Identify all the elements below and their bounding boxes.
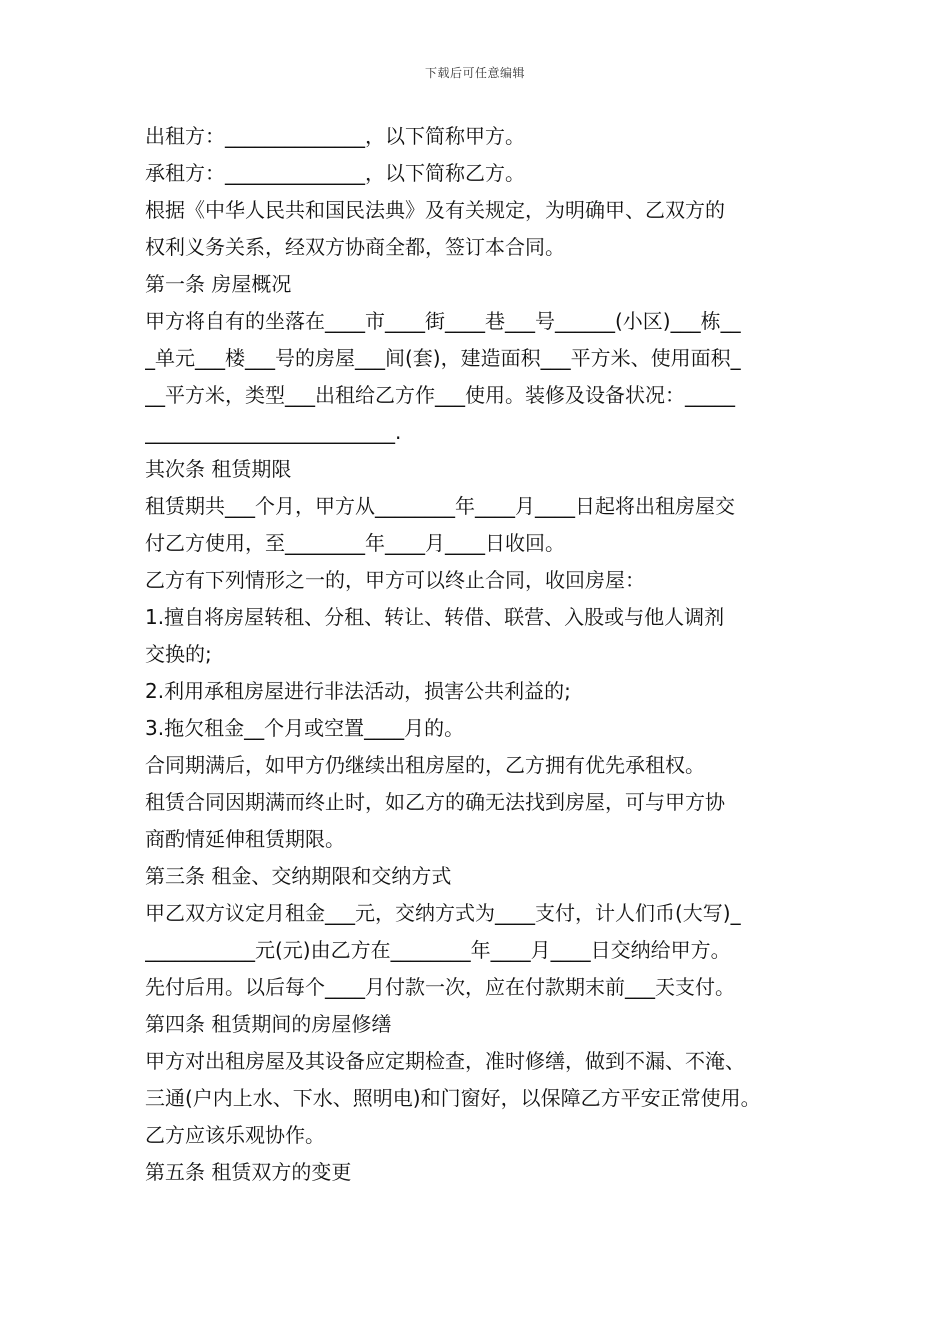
section-heading: 第一条 房屋概况	[145, 272, 292, 296]
document-body	[145, 118, 815, 1191]
text-line: 合同期满后，如甲方仍继续出租房屋的，乙方拥有优先承租权。	[145, 753, 705, 777]
text-line: 根据《中华人民共和国民法典》及有关规定，为明确甲、乙双方的	[145, 198, 725, 222]
text-line: 1.擅自将房屋转租、分租、转让、转借、联营、入股或与他人调剂	[145, 605, 725, 629]
section-heading: 其次条 租赁期限	[145, 457, 292, 481]
text-line: 甲方将自有的坐落在____市____街____巷___号______(小区)___栋__	[145, 309, 741, 333]
text-line: 权利义务关系，经双方协商全都，签订本合同。	[145, 235, 565, 259]
section-heading: 第五条 租赁双方的变更	[145, 1160, 352, 1184]
text-line: 先付后用。以后每个____月付款一次，应在付款期末前___天支付。	[145, 975, 735, 999]
text-line: 付乙方使用，至________年____月____日收回。	[145, 531, 565, 555]
text-line: 乙方有下列情形之一的，甲方可以终止合同，收回房屋：	[145, 568, 645, 592]
text-line: __平方米，类型___出租给乙方作___使用。装修及设备状况：_____	[145, 383, 735, 407]
text-line: 三通(户内上水、下水、照明电)和门窗好，以保障乙方平安正常使用。	[145, 1086, 761, 1110]
text-line: 2.利用承租房屋进行非法活动，损害公共利益的;	[145, 679, 571, 703]
text-line: 甲方对出租房屋及其设备应定期检查，准时修缮，做到不漏、不淹、	[145, 1049, 745, 1073]
text-line: 甲乙双方议定月租金___元，交纳方式为____支付，计人们币(大写)_	[145, 901, 741, 925]
text-line: 租赁期共___个月，甲方从________年____月____日起将出租房屋交	[145, 494, 735, 518]
page-header: 下载后可任意编辑	[424, 66, 525, 80]
text-line: 交换的;	[145, 642, 212, 666]
text-line: 租赁合同因期满而终止时，如乙方的确无法找到房屋，可与甲方协	[145, 790, 725, 814]
text-line: 出租方：______________，以下简称甲方。	[145, 124, 525, 148]
text-line: 3.拖欠租金__个月或空置____月的。	[145, 716, 465, 740]
text-line: _________________________.	[145, 420, 402, 444]
section-heading: 第四条 租赁期间的房屋修缮	[145, 1012, 392, 1036]
section-heading: 第三条 租金、交纳期限和交纳方式	[145, 864, 452, 888]
text-line: ___________元(元)由乙方在________年____月____日交纳给甲方。	[145, 938, 731, 962]
text-line: 商酌情延伸租赁期限。	[145, 827, 345, 851]
text-line: _单元___楼___号的房屋___间(套)，建造面积___平方米、使用面积_	[145, 346, 741, 370]
text-line: 承租方：______________，以下简称乙方。	[145, 161, 525, 185]
text-line: 乙方应该乐观协作。	[145, 1123, 325, 1147]
